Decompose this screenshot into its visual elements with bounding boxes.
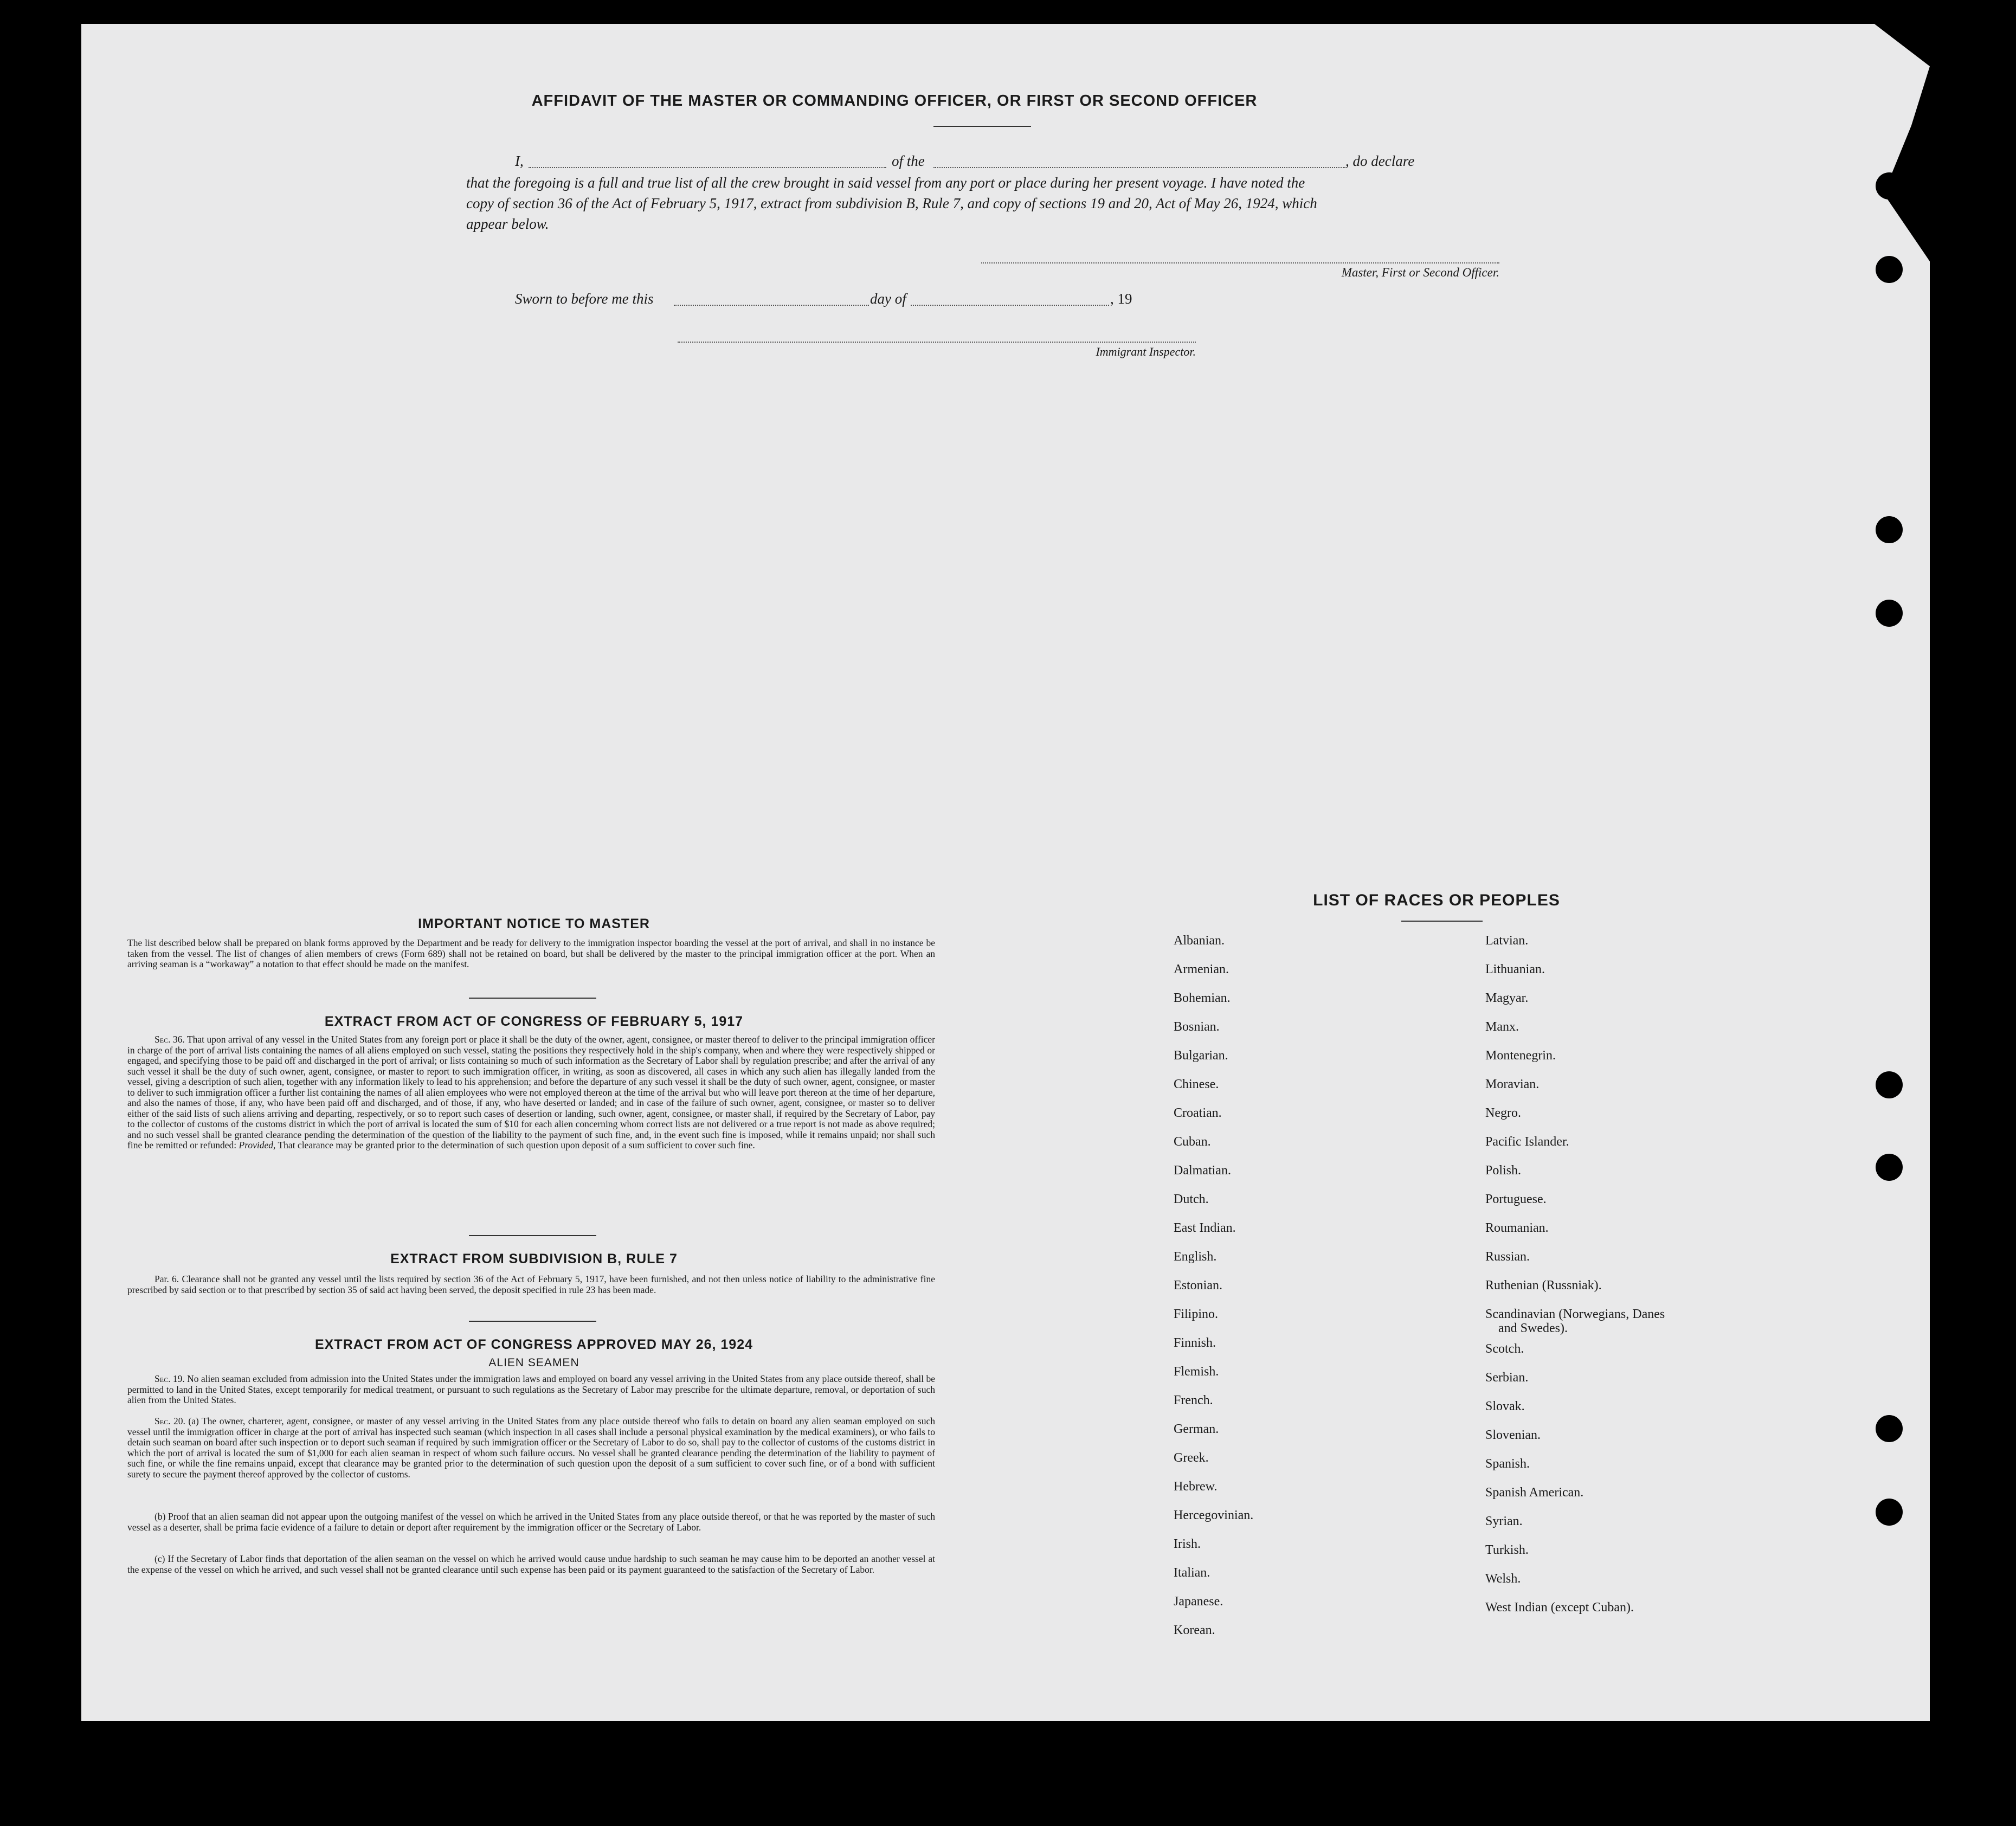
race-item: Greek. — [1174, 1451, 1209, 1465]
race-item: Russian. — [1485, 1250, 1530, 1264]
race-item: Estonian. — [1174, 1278, 1222, 1293]
race-item: Albanian. — [1174, 934, 1225, 948]
race-item: Negro. — [1485, 1106, 1521, 1120]
notice-divider — [469, 998, 596, 999]
race-item: Dutch. — [1174, 1192, 1209, 1206]
races-divider — [1401, 921, 1483, 922]
do-declare-label: , do declare — [1345, 153, 1415, 169]
races-title: LIST OF RACES OR PEOPLES — [1313, 891, 1560, 909]
race-item: Pacific Islander. — [1485, 1135, 1569, 1149]
race-item: Italian. — [1174, 1566, 1210, 1580]
sec19-body: No alien seaman excluded from admission into the United States under the immigration laws and employed on board any vessel arriving in the United States from any place outside thereof, shall be permitted to land in the United States, except temporarily for medical treatment, or pursuant to such regulations as the Secretary of Labor may prescribe for the ultimate departure, removal, or deportation of such alien from the United States. — [127, 1373, 935, 1405]
sec20c-text: (c) If the Secretary of Labor finds that deportation of the alien seaman on the vessel on which he arrived would cause undue hardship to such seaman he may cause him to be deported an another vessel at the expense of the vessel on which he arrived, and such vessel shall not be granted clearance until such expense has been paid or its payment guaranteed to the satisfaction of the Secretary of Labor. — [127, 1553, 935, 1575]
sec19-text — [127, 1374, 935, 1406]
punch-hole — [1876, 600, 1903, 627]
i-label: I, — [515, 153, 524, 169]
race-item: Scandinavian (Norwegians, Danes and Swedes). — [1485, 1307, 1665, 1335]
race-item: Bohemian. — [1174, 991, 1231, 1005]
race-item: Roumanian. — [1485, 1221, 1549, 1235]
year-label: , 19 — [1110, 291, 1132, 307]
punch-hole — [1876, 1415, 1903, 1442]
race-item: Moravian. — [1485, 1077, 1540, 1091]
race-item: English. — [1174, 1250, 1217, 1264]
affidavit-body-line-3: appear below. — [466, 216, 549, 232]
inspector-signature-line — [678, 342, 1196, 343]
affidavit-title: AFFIDAVIT OF THE MASTER OR COMMANDING OFFICER, OR FIRST OR SECOND OFFICER — [531, 92, 1258, 110]
race-item: Spanish. — [1485, 1457, 1530, 1471]
race-item: Magyar. — [1485, 991, 1529, 1005]
race-item: Hebrew. — [1174, 1480, 1218, 1494]
race-item: Serbian. — [1485, 1371, 1529, 1385]
master-signature-caption: Master, First or Second Officer. — [1341, 266, 1499, 279]
race-item: French. — [1174, 1393, 1213, 1407]
race-item: Spanish American. — [1485, 1486, 1584, 1500]
race-item: Hercegovinian. — [1174, 1508, 1254, 1522]
race-item: Filipino. — [1174, 1307, 1219, 1321]
race-item: Cuban. — [1174, 1135, 1211, 1149]
race-item: Welsh. — [1485, 1572, 1521, 1586]
race-item: Flemish. — [1174, 1365, 1219, 1379]
notice-text: The list described below shall be prepared on blank forms approved by the Department and be ready for delivery to the immigration inspector boarding the vessel at the port of arrival, and shall in no instance be taken from the vessel. The list of changes of alien members of crews (Form 689) shall not be retained on board, but shall be delivered by the master to the principal immigration officer at the port. When an arriving seaman is a “workaway” a notation to that effect should be made on the manifest. — [127, 937, 935, 969]
race-item: West Indian (except Cuban). — [1485, 1600, 1634, 1615]
proviso-text: That clearance may be granted prior to the determination of such question upon deposit of a sum sufficient to cover such fine. — [278, 1140, 755, 1150]
race-item: German. — [1174, 1422, 1219, 1436]
punch-hole — [1876, 256, 1903, 283]
extract-rule7-divider — [469, 1321, 596, 1322]
extract-rule7-title: EXTRACT FROM SUBDIVISION B, RULE 7 — [390, 1251, 678, 1266]
race-item: Chinese. — [1174, 1077, 1219, 1091]
name-blank — [529, 167, 886, 168]
sec20a-body: (a) The owner, charterer, agent, consignee, or master of any vessel arriving in the United States from any place outside thereof who fails to detain on board any alien seaman employed on such vessel until the immigration officer in charge at the port of arrival has inspected such seaman (which inspection in all cases shall include a personal physical examination by the medical examiners), or who fails to detain such seaman on board after such inspection or to deport such seaman if required by such immigration officer or the Secretary of Labor to do so, shall pay to the collector of customs of the customs district in which the port of arrival is located the sum of $1,000 for each alien seaman in respect of whom such failure occurs. No vessel shall be granted clearance pending the determination of the liability to payment of such fine, or while the fine remains unpaid, except that clearance may be granted prior to the determination of such question upon the deposit of a sum sufficient to cover such fine, or of a bond with sufficient surety to secure the payment thereof approved by the collector of customs. — [127, 1416, 935, 1480]
sec19-label: Sec. 19. — [154, 1373, 185, 1384]
race-item: Irish. — [1174, 1537, 1201, 1551]
punch-hole — [1876, 516, 1903, 543]
proviso-label: Provided, — [239, 1140, 276, 1150]
extract-rule7-text: Par. 6. Clearance shall not be granted any vessel until the lists required by section 36 of the Act of February 5, 1917, have been furnished, and not then unless notice of liability to the administrative fine prescribed by said section or to that prescribed by section 35 of said act having been served, the deposit specified in rule 23 has been made. — [127, 1274, 935, 1295]
sec20a-text — [127, 1416, 935, 1480]
affidavit-body-line-2: copy of section 36 of the Act of February 5, 1917, extract from subdivision B, Rule 7, and copy of sections 19 and 20, Act of May 26, 1924, which — [466, 195, 1317, 211]
punch-hole — [1876, 172, 1903, 200]
vessel-blank — [933, 167, 1345, 168]
master-signature-line — [981, 262, 1499, 263]
punch-hole — [1876, 1154, 1903, 1181]
sworn-month-blank — [911, 305, 1109, 306]
sworn-day-blank — [674, 305, 869, 306]
race-item: Bosnian. — [1174, 1020, 1220, 1034]
day-of-label: day of — [870, 291, 906, 307]
notice-title: IMPORTANT NOTICE TO MASTER — [418, 916, 650, 931]
race-item: Finnish. — [1174, 1336, 1216, 1350]
punch-hole — [1876, 1499, 1903, 1526]
extract-1917-title: EXTRACT FROM ACT OF CONGRESS OF FEBRUARY 5, 1917 — [324, 1014, 744, 1029]
race-item: Montenegrin. — [1485, 1049, 1556, 1063]
race-item: Bulgarian. — [1174, 1049, 1228, 1063]
sec20b-text: (b) Proof that an alien seaman did not appear upon the outgoing manifest of the vessel on which he arrived in the United States from any place outside thereof, or that he was reported by the master of such vessel as a deserter, shall be prima facie evidence of a failure to detain or deport after requirement by the immigration officer or the Secretary of Labor. — [127, 1511, 935, 1533]
race-item: Syrian. — [1485, 1514, 1523, 1528]
race-item: Armenian. — [1174, 962, 1229, 976]
extract-1924-subtitle: ALIEN SEAMEN — [488, 1356, 579, 1369]
race-item: Croatian. — [1174, 1106, 1222, 1120]
race-item: East Indian. — [1174, 1221, 1236, 1235]
race-item: Ruthenian (Russniak). — [1485, 1278, 1602, 1293]
race-item: Turkish. — [1485, 1543, 1529, 1557]
race-item: Portuguese. — [1485, 1192, 1547, 1206]
extract-1917-text — [127, 1034, 935, 1151]
race-item: Slovenian. — [1485, 1428, 1541, 1442]
of-the-label: of the — [892, 153, 925, 169]
extract-1917-divider — [469, 1235, 596, 1236]
race-item: Korean. — [1174, 1623, 1215, 1637]
race-item: Scotch. — [1485, 1342, 1524, 1356]
race-item: Slovak. — [1485, 1399, 1525, 1413]
race-item: Japanese. — [1174, 1594, 1223, 1609]
race-item: Latvian. — [1485, 934, 1529, 948]
affidavit-body-line-1: that the foregoing is a full and true list of all the crew brought in said vessel from any port or place during her present voyage. I have noted the — [466, 175, 1305, 191]
title-divider — [933, 126, 1031, 127]
sworn-label: Sworn to before me this — [515, 291, 654, 307]
sec36-text: That upon arrival of any vessel in the United States from any foreign port or place it shall be the duty of the owner, agent, consignee, or master thereof to deliver to the principal immigration officer in charge of the port of arrival lists containing the names of all aliens employed on such vessel, stating the positions they respectively hold in the ship's company, when and where they were respectively shipped or engaged, and specifying those to be paid off and discharged in the port of arrival; or lists containing so much of such information as the Secretary of Labor shall by regulation prescribe; and after the arrival of any such vessel it shall be the duty of such owner, agent, consignee, or master to report to such immigration officer, in writing, as soon as discovered, all cases in which any such alien has illegally landed from the vessel, giving a description of such alien, together with any information likely to lead to his apprehension; and before the departure of any such vessel it shall be the duty of such owner, agent, consignee, or master to deliver to such immigration officer a further list containing the names of all alien employees who were not employed thereon at the time of the arrival but who will leave port thereon at the time of her departure, and also the names of those, if any, who have been paid off and discharged, and of those, if any, who have deserted or landed; and in case of the failure of such owner, agent, consignee, or master so to deliver either of the said lists of such aliens arriving and departing, respectively, or so to report such cases of desertion or landing, such owner, agent, consignee, or master shall, if required by the Secretary of Labor, pay to the collector of customs of the customs district in which the port of arrival is located the sum of $10 for each alien concerning whom correct lists are not delivered or a true report is not made as above required; and no such vessel shall be granted clearance pending the determination of the question of the liability to the payment of such fine, and, in the event such fine is imposed, while it remains unpaid; nor shall such fine be remitted or refunded: — [127, 1034, 935, 1150]
race-item: Polish. — [1485, 1163, 1522, 1178]
race-item: Lithuanian. — [1485, 962, 1545, 976]
extract-1924-title: EXTRACT FROM ACT OF CONGRESS APPROVED MAY 26, 1924 — [314, 1337, 753, 1352]
inspector-caption: Immigrant Inspector. — [1096, 345, 1196, 358]
punch-hole — [1876, 1071, 1903, 1098]
sec20-label: Sec. 20. — [154, 1416, 185, 1426]
sec36-label: Sec. 36. — [154, 1034, 185, 1045]
race-item: Manx. — [1485, 1020, 1519, 1034]
race-item: Dalmatian. — [1174, 1163, 1231, 1178]
